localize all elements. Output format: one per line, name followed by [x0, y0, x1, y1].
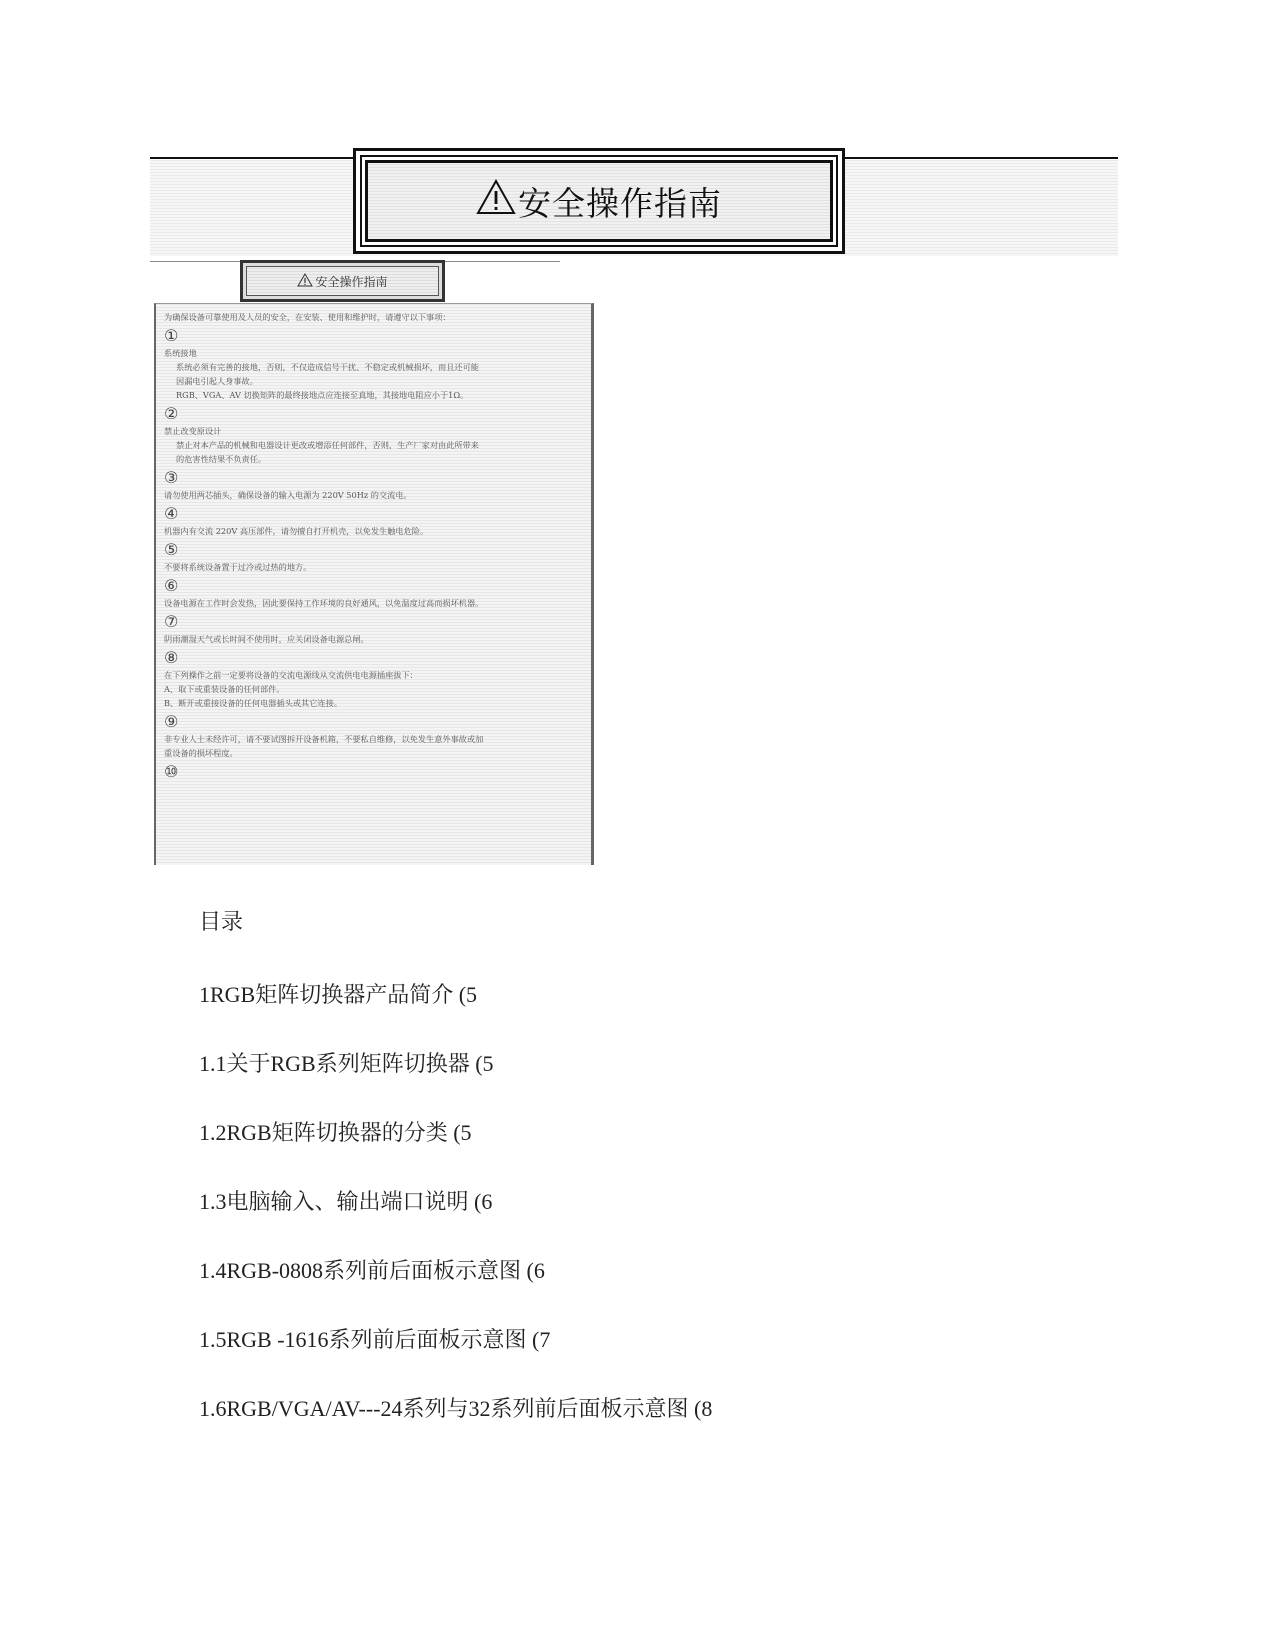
scan-item-line: 在下列操作之前一定要将设备的交流电源线从交流供电电源插座拔下：: [164, 670, 418, 680]
scan-item-line: 因漏电引起人身事故。: [176, 376, 258, 386]
safety-banner: [353, 148, 845, 254]
scan-item: [164, 326, 583, 402]
scan-item: [164, 576, 583, 610]
scan-item-line: 禁止对本产品的机械和电器设计更改或增添任何部件，否则，生产厂家对由此所带来: [176, 440, 479, 450]
scan-item-number: ⑩: [164, 762, 179, 781]
scan-header-box: [240, 260, 445, 302]
scan-item: [164, 712, 583, 760]
scan-item-number: ⑨: [164, 712, 179, 731]
toc-entry: 1.6RGB/VGA/AV---24系列与32系列前后面板示意图 (8: [199, 1396, 713, 1421]
scan-item-line: 系统必须有完善的接地，否则，不仅造成信号干扰、不稳定或机械损坏，而且还可能: [176, 362, 479, 372]
scan-item-line: 请勿使用两芯插头，确保设备的输入电源为 220V 50Hz 的交流电。: [164, 490, 412, 500]
scan-item-line: 重设备的损坏程度。: [164, 748, 238, 758]
toc-entry: 1.1关于RGB系列矩阵切换器 (5: [199, 1051, 494, 1076]
scan-item-line: 不要将系统设备置于过冷或过热的地方。: [164, 562, 312, 572]
scan-item: [164, 540, 583, 574]
toc-entry: 1.4RGB-0808系列前后面板示意图 (6: [199, 1258, 545, 1283]
scan-item-line: 机器内有交流 220V 高压部件，请勿擅自打开机壳，以免发生触电危险。: [164, 526, 429, 536]
toc-entry: 1.3电脑输入、输出端口说明 (6: [199, 1189, 493, 1214]
scan-item-line: RGB、VGA、AV 切换矩阵的最终接地点应连接至真地，其接地电阻应小于1Ω。: [176, 390, 469, 400]
banner-frame-core: [365, 160, 833, 242]
toc-heading: 目录: [199, 910, 244, 935]
scan-item: [164, 612, 583, 646]
scan-item: [164, 648, 583, 710]
banner-frame-inner: [360, 155, 838, 247]
scan-item: [164, 504, 583, 538]
scan-item-line: 阴雨潮湿天气或长时间不使用时，应关闭设备电源总闸。: [164, 634, 369, 644]
scan-item-number: ⑥: [164, 576, 179, 595]
scan-item-number: ③: [164, 468, 179, 487]
banner-title: 安全操作指南: [518, 183, 722, 223]
scan-item-list: [164, 326, 583, 782]
scan-item-number: ⑧: [164, 648, 179, 667]
scan-item-line: 系统接地: [164, 348, 197, 358]
scan-item-number: ④: [164, 504, 179, 523]
scan-item-number: ⑤: [164, 540, 179, 559]
toc-entry: 1.2RGB矩阵切换器的分类 (5: [199, 1120, 472, 1145]
scan-item-line: 设备电源在工作时会发热，因此要保持工作环境的良好通风，以免温度过高而损坏机器。: [164, 598, 484, 608]
scan-header-title: 安全操作指南: [315, 274, 388, 289]
scan-intro: 为确保设备可靠使用及人员的安全，在安装、使用和维护时，请遵守以下事项：: [164, 312, 451, 322]
scan-item-line: 非专业人士未经许可，请不要试图拆开设备机箱，不要私自维修，以免发生意外事故或加: [164, 734, 484, 744]
scan-item-number: ⑦: [164, 612, 179, 631]
scan-item-line: 的危害性结果不负责任。: [176, 454, 267, 464]
warning-triangle-icon: [476, 179, 516, 223]
scanned-safety-page: [154, 303, 594, 865]
scan-item: [164, 468, 583, 502]
scan-item-line: A、取下或重装设备的任何部件。: [164, 684, 285, 694]
toc-entry: 1RGB矩阵切换器产品简介 (5: [199, 982, 478, 1007]
scan-item: [164, 404, 583, 466]
scan-item: [164, 762, 583, 782]
scan-item-number: ②: [164, 404, 179, 423]
scan-item-number: ①: [164, 326, 179, 345]
scan-item-line: 禁止改变原设计: [164, 426, 222, 436]
banner-title-group: [476, 178, 722, 225]
scan-item-line: B、断开或重接设备的任何电器插头或其它连接。: [164, 698, 342, 708]
scan-header-inner: [246, 266, 439, 296]
toc-entry: 1.5RGB -1616系列前后面板示意图 (7: [199, 1327, 551, 1352]
small-warning-triangle-icon: [297, 273, 313, 290]
